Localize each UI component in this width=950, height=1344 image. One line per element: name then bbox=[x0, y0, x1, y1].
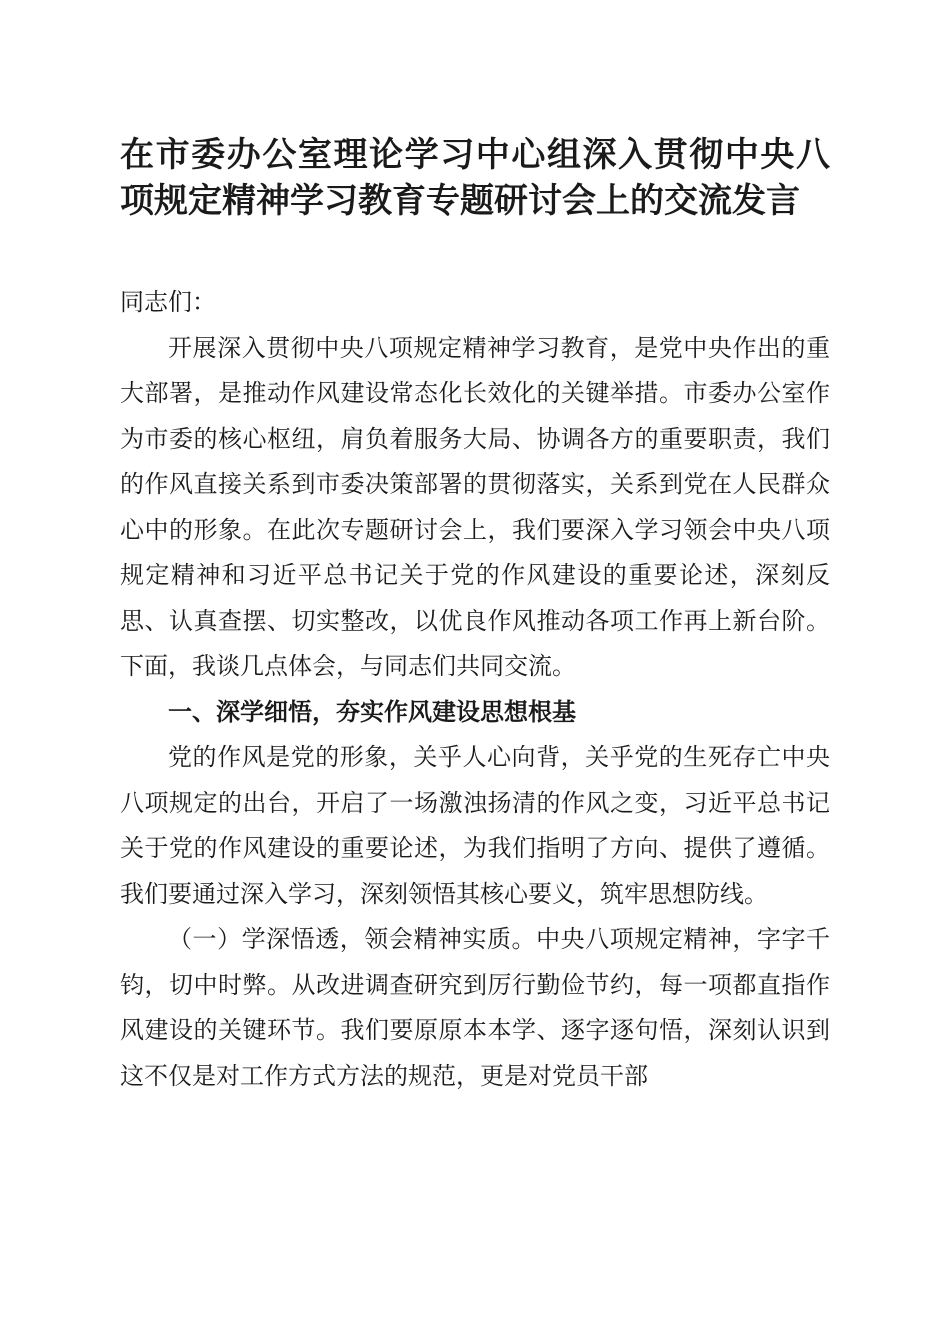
section-paragraph: 党的作风是党的形象，关乎人心向背，关乎党的生死存亡中央八项规定的出台，开启了一场激浊扬清的作风之变，习近平总书记关于党的作风建设的重要论述，为我们指明了方向、提供了遵循。我们要通过深入学习，深刻领悟其核心要义，筑牢思想防线。 bbox=[120, 743, 830, 908]
document-body bbox=[120, 280, 830, 1099]
subsection-paragraph: （一）学深悟透，领会精神实质。中央八项规定精神，字字千钧，切中时弊。从改进调查研究到厉行勤俭节约，每一项都直指作风建设的关键环节。我们要原原本本学、逐字逐句悟，深刻认识到这不仅是对工作方式方法的规范，更是对党员干部 bbox=[120, 925, 830, 1090]
document-page bbox=[120, 132, 830, 1099]
greeting: 同志们： bbox=[120, 288, 216, 316]
intro-paragraph: 开展深入贯彻中央八项规定精神学习教育，是党中央作出的重大部署，是推动作风建设常态化长效化的关键举措。市委办公室作为市委的核心枢纽，肩负着服务大局、协调各方的重要职责，我们的作风直接关系到市委决策部署的贯彻落实，关系到党在人民群众心中的形象。在此次专题研讨会上，我们要深入学习领会中央八项规定精神和习近平总书记关于党的作风建设的重要论述，深刻反思、认真查摆、切实整改，以优良作风推动各项工作再上新台阶。下面，我谈几点体会，与同志们共同交流。 bbox=[120, 333, 830, 680]
document-title: 在市委办公室理论学习中心组深入贯彻中央八项规定精神学习教育专题研讨会上的交流发言 bbox=[120, 135, 830, 221]
section-heading: 一、深学细悟，夯实作风建设思想根基 bbox=[168, 697, 576, 726]
